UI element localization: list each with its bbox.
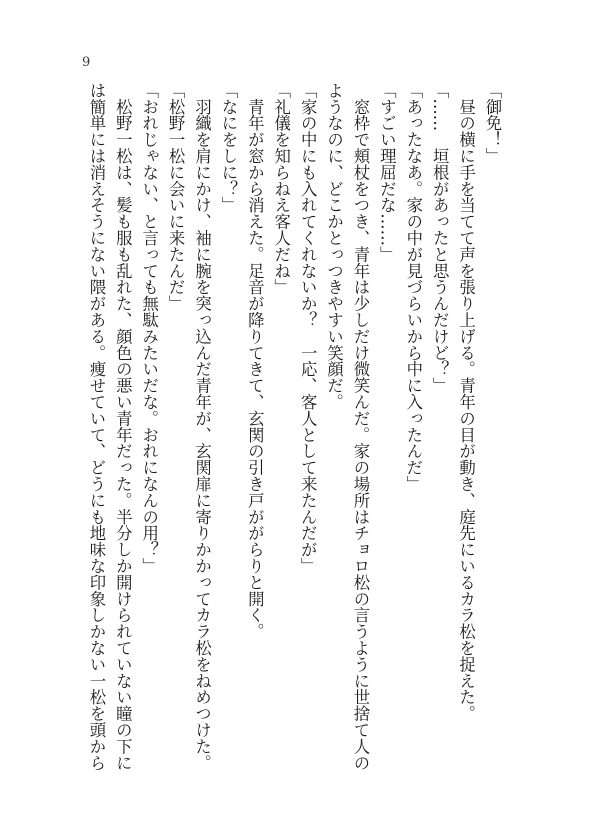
text-line: 「あったなあ。家の中が見づらいから中に入ったんだ」 xyxy=(403,82,423,492)
text-line: 「御免！」 xyxy=(483,82,502,164)
text-line: 「…… 垣根があったと思うんだけど？」 xyxy=(430,82,450,394)
text-line: 「すごい理屈だな……」 xyxy=(377,82,397,263)
text-line: ようなのに、どこかとっつきやすい笑顔だ。 xyxy=(324,82,344,410)
text-line: 青年が窓から消えた。足音が降りてきて、玄関の引き戸ががらりと開く。 xyxy=(245,82,265,640)
text-line: 羽織を肩にかけ、袖に腕を突っ込んだ青年が、玄関扉に寄りかかってカラ松をねめつけた。 xyxy=(192,82,212,771)
text-line: 窓枠で頬杖をつき、青年は少しだけ微笑んだ。家の場所はチョロ松の言うように世捨て人の xyxy=(350,82,370,771)
text-line: は簡単には消えそうにない隈がある。痩せていて、どうにも地味な印象しかない一松を頭から xyxy=(86,82,106,771)
text-line: 「なにをしに？」 xyxy=(218,82,238,214)
text-line: 「おれじゃない、と言っても無駄みたいだな。おれになんの用？」 xyxy=(139,82,159,574)
text-line: 松野一松は、髪も服も乱れた、顔色の悪い青年だった。半分しか開けられていない瞳の下に xyxy=(113,82,133,771)
text-line: 「礼儀を知らねえ客人だね」 xyxy=(271,82,291,296)
text-line: 「家の中にも入れてくれないか？ 一応、客人として来たんだが」 xyxy=(298,82,318,574)
text-line: 「松野一松に会いに来たんだ」 xyxy=(166,82,186,312)
body-text xyxy=(85,82,505,782)
text-line: 昼の横に手を当てて声を張り上げる。青年の目が動き、庭先にいるカラ松を捉えた。 xyxy=(456,82,476,722)
page-number: 9 xyxy=(82,55,91,70)
